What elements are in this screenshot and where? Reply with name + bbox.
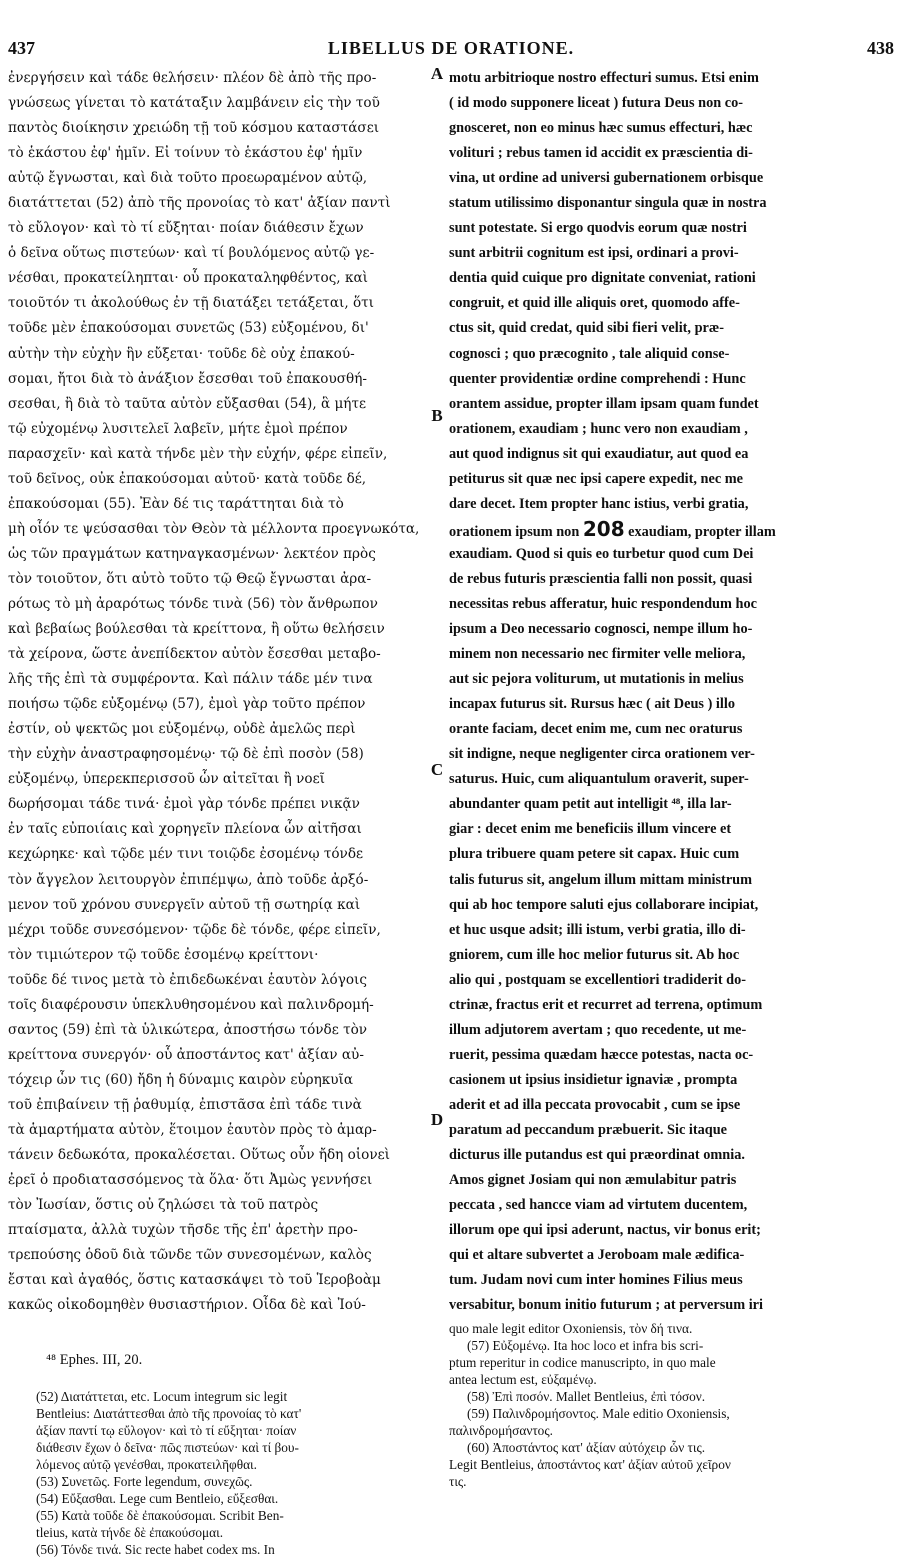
- footnotes-right: [449, 1320, 896, 1490]
- latin-text-line: sit indigne, neque negligenter circa orationem ver-: [449, 746, 755, 763]
- greek-text-line: διατάττεται (52) ἀπὸ τῆς προνοίας τὸ κατ' ἀξίαν παντὶ: [8, 195, 391, 212]
- footnote-line: (59) Παλινδρομήσοντος. Male editio Oxoniensis,: [467, 1406, 730, 1421]
- latin-text-line: orantem assidue, propter illam ipsam quam fundet: [449, 395, 759, 412]
- latin-text-line: casionem ut ipsius insidietur ignaviæ , prompta: [449, 1071, 738, 1088]
- greek-text-line: τὴν εὐχὴν ἀναστραφησομένῳ· τῷ δὲ ἐπὶ ποσὸν (58): [8, 746, 364, 763]
- greek-text-line: κακῶς οἰκοδομηθὲν θυσιαστήριον. Οἶδα δὲ καὶ Ἰού-: [8, 1297, 366, 1314]
- latin-text-line: sunt arbitrii cognitum est ipsi, ordinari a provi-: [449, 245, 739, 262]
- footnote-line: tleius, κατὰ τήνδε δὲ ἐπακούσομαι.: [36, 1525, 224, 1540]
- greek-text-line: τοῦ δεῖνος, οὐκ ἐπακούσομαι αὐτοῦ· κατὰ τοῦδε δέ,: [8, 470, 367, 487]
- latin-text-line: illorum ope qui ipsi aderunt, nactus, vir bonus erit;: [449, 1222, 761, 1239]
- margin-letter-d: D: [430, 1110, 444, 1129]
- greek-text-line: αὐτὴν τὴν εὐχὴν ἣν εὔξεται· τοῦδε δὲ οὐχ ἐπακού-: [8, 345, 355, 362]
- footnote-line: παλινδρομήσαντος.: [449, 1423, 553, 1438]
- latin-text-line: exaudiam. Quod si quis eo turbetur quod cum Dei: [449, 545, 754, 562]
- latin-text-line: ctrinæ, fractus erit et recurret ad terrena, optimum: [449, 996, 763, 1013]
- footnote-line: διάθεσιν ἔχων ὁ δεῖνα· πῶς πιστεύων· καὶ τί βου-: [36, 1440, 299, 1455]
- latin-text-line: saturus. Huic, cum aliquantulum oraverit, super-: [449, 771, 749, 788]
- latin-text-line: motu arbitrioque nostro effecturi sumus. Etsi enim: [449, 70, 759, 86]
- latin-text-line: gnosceret, non eo minus hæc sumus effecturi, hæc: [449, 120, 753, 137]
- greek-text-line: ἐνεργήσειν καὶ τάδε θελήσειν· πλέον δὲ ἀπὸ τῆς προ-: [8, 70, 377, 86]
- greek-text-line: ἐστίν, οὐ ψεκτῶς μοι εὐξομένῳ, οὐδὲ ἀμελῶς περὶ: [8, 721, 356, 738]
- latin-text-line: plura tribuere quam petere sit capax. Huic cum: [449, 846, 740, 863]
- greek-text-line: τοῦδε δέ τινος μετὰ τὸ ἐπιδεδωκέναι ἑαυτὸν λόγοις: [8, 971, 367, 988]
- latin-text-line: dicturus ille putandus est qui præordinat omnia.: [449, 1147, 745, 1164]
- latin-text-line: incapax futurus sit. Rursus hæc ( ait Deus ) illo: [449, 696, 735, 713]
- latin-text-line: orationem ipsum non 208 exaudiam, propter illam: [449, 516, 776, 541]
- latin-text-line: abundanter quam petit aut intelligit ⁴⁸, illa lar-: [449, 796, 732, 813]
- greek-text-line: παντὸς διοίκησιν χρειώδη τῇ τοῦ κόσμου καταστάσει: [8, 120, 380, 137]
- greek-text-line: τὸν τοιοῦτον, ὅτι αὐτὸ τοῦτο τῷ Θεῷ ἔγνωσται ἀρα-: [8, 570, 372, 587]
- greek-text-line: γνώσεως γίνεται τὸ κατάταξιν λαμβάνειν εἰς τὴν τοῦ: [8, 95, 380, 112]
- greek-text-line: τάνειν δεδωκότα, προκαλέσεται. Οὕτως οὖν ἤδη οἱονεὶ: [8, 1147, 390, 1164]
- footnote-line: (52) Διατάττεται, etc. Locum integrum sic legit: [36, 1389, 288, 1404]
- greek-text-line: τοῖς διαφέρουσιν ὑπεκλυθησομένου καὶ παλινδρομή-: [8, 996, 374, 1013]
- latin-text-line: volituri ; rebus tamen id accidit ex præscientia di-: [449, 145, 753, 162]
- greek-text-line: τοιοῦτόν τι ἀκολούθως ἐν τῇ διατάξει τετάξεται, ὅτι: [8, 295, 375, 312]
- latin-text-line: giar : decet enim me beneficiis illum vincere et: [449, 821, 732, 838]
- latin-text-line: aut quod indignus sit qui exaudiatur, aut quod ea: [449, 445, 749, 462]
- greek-text-line: ἔσται καὶ ἀγαθός, ὅστις κατασκάψει τὸ τοῦ Ἱεροβοὰμ: [8, 1272, 381, 1289]
- latin-text-line: versabitur, bonum initio futurum ; at perversum iri: [449, 1297, 764, 1314]
- greek-text-line: σομαι, ἤτοι διὰ τὸ ἀνάξιον ἔσεσθαι τοῦ ἐπακουσθή-: [8, 370, 367, 387]
- latin-text-line: qui ab hoc tempore saluti ejus collaborare incipiat,: [449, 896, 759, 913]
- greek-text-line: ἐν ταῖς εὐποιίαις καὶ χορηγεῖν πλείονα ὧν αἰτῆσαι: [8, 821, 362, 838]
- latin-text-line: peccata , sed hancce viam ad virtutem ducentem,: [449, 1197, 748, 1214]
- greek-text-line: ρότως τὸ μὴ ἀραρότως τόνδε τινὰ (56) τὸν ἄνθρωπον: [8, 595, 378, 612]
- latin-text-line: cognosci ; quo præcognito , tale aliquid conse-: [449, 345, 730, 362]
- greek-text-line: νέσθαι, προκατείληπται· οὗ προκαταληφθέντος, καὶ: [8, 270, 368, 287]
- latin-column: [449, 66, 896, 1318]
- scripture-footnote: ⁴⁸ Ephes. III, 20.: [46, 1352, 143, 1368]
- greek-text-line: ἐρεῖ ὁ προδιατασσόμενος τὰ ὅλα· ὅτι Ἀμὼς γεννήσει: [8, 1172, 373, 1189]
- greek-text-line: δωρήσομαι τάδε τινά· ἐμοὶ γὰρ τόνδε πρέπει νικᾷν: [8, 796, 360, 813]
- greek-text-line: τὸν ἄγγελον λειτουργὸν ἐπιπέμψω, ἀπὸ τοῦδε ἀρξό-: [8, 871, 369, 888]
- latin-text-line: de rebus futuris præscientia falli non possit, quasi: [449, 570, 753, 587]
- greek-text-line: ποιήσω τῷδε εὐξομένῳ (57), ἐμοὶ γὰρ τοῦτο πρέπον: [8, 696, 366, 713]
- latin-text-line: alio qui , postquam se excellentiori tradiderit do-: [449, 971, 747, 988]
- running-title: LIBELLUS DE ORATIONE.: [327, 38, 575, 58]
- greek-text-line: μενον τοῦ χρόνου συνεργεῖν αὐτοῦ τῇ σωτηρίᾳ καὶ: [8, 896, 361, 913]
- greek-text-line: τὸ ἑκάστου ἐφ' ἡμῖν. Εἰ τοίνυν τὸ ἑκάστου ἐφ' ἡμῖν: [8, 145, 363, 162]
- footnote-line: Legit Bentleius, ἀποστάντος κατ' ἀξίαν αὐτοῦ χεῖρον: [449, 1457, 731, 1472]
- footnote-line: antea lectum est, εὐξαμένῳ.: [449, 1372, 597, 1387]
- latin-text-line: minem non necessario nec firmiter velle meliora,: [449, 646, 746, 663]
- greek-text-line: ὁ δεῖνα οὕτως πιστεύων· καὶ τί βουλόμενος αὐτῷ γε-: [8, 245, 375, 262]
- latin-text-line: quenter providentiæ ordine comprehendi : Hunc: [449, 370, 746, 387]
- latin-text-line: ruerit, pessima quædam hæcce potestas, nacta oc-: [449, 1046, 754, 1063]
- greek-text-line: σεσθαι, ἢ διὰ τὸ ταῦτα αὐτὸν εὔξασθαι (54), ἃ μήτε: [8, 395, 367, 412]
- latin-text-line: tum. Judam novi cum inter homines Filius meus: [449, 1272, 743, 1289]
- greek-text-line: τοῦ ἐπιβαίνειν τῇ ῥαθυμίᾳ, ἐπιστᾶσα ἐπὶ τάδε τινὰ: [8, 1096, 362, 1113]
- latin-text-line: talis futurus sit, angelum illum mittam ministrum: [449, 871, 753, 888]
- footnote-line: (57) Εὐξομένῳ. Ita hoc loco et infra bis scri-: [467, 1338, 704, 1353]
- left-page-number: 437: [8, 38, 35, 58]
- latin-text-line: petiturus sit quæ nec ipsi capere expedit, nec me: [449, 470, 743, 487]
- greek-text-line: τοῦδε μὲν ἐπακούσομαι συνετῶς (53) εὐξομένου, δι': [8, 320, 369, 337]
- greek-text-line: τόχειρ ὧν τις (60) ἤδη ἡ δύναμις καιρὸν εὑρηκυῖα: [8, 1071, 354, 1088]
- footnote-line: (56) Τόνδε τινά. Sic recte habet codex ms. In: [36, 1542, 275, 1557]
- latin-text-line: orationem, exaudiam ; hunc vero non exaudiam ,: [449, 420, 748, 437]
- greek-text-line: πταίσματα, ἀλλὰ τυχὼν τῆσδε τῆς ἐπ' ἀρετὴν προ-: [8, 1222, 358, 1239]
- latin-text-line: dentia quid cuique pro dignitate conveniat, rationi: [449, 270, 756, 287]
- footnote-line: τις.: [449, 1474, 467, 1489]
- latin-text-line: illum adjutorem avertam ; quo recedente, ut me-: [449, 1021, 747, 1038]
- latin-text-line: aderit et ad illa peccata provocabit , cum se ipse: [449, 1096, 741, 1113]
- latin-text-line: et huc usque adsit; illi istum, verbi gratia, illo di-: [449, 921, 746, 938]
- footnote-line: (54) Εὔξασθαι. Lege cum Bentleio, εὔξεσθαι.: [36, 1491, 279, 1506]
- latin-text-line: vina, ut ordine ad universi gubernationem orbisque: [449, 170, 764, 187]
- latin-text-line: statum utilissimo disponantur singula quæ in nostra: [449, 195, 767, 212]
- greek-text-line: κρείττονα συνεργόν· οὗ ἀποστάντος κατ' ἀξίαν αὐ-: [8, 1046, 364, 1063]
- greek-text-line: τὸ εὔλογον· καὶ τὸ τί εὔξηται· ποίαν διάθεσιν ἔχων: [8, 220, 364, 237]
- footnote-line: λόμενος αὐτῷ γενέσθαι, προκατειλῆφθαι.: [36, 1457, 257, 1472]
- greek-text-line: τὰ χείρονα, ὥστε ἀνεπίδεκτον αὐτὸν ἔσεσθαι μεταβο-: [8, 646, 381, 663]
- latin-text-line: sunt potestate. Si ergo quodvis eorum quæ nostri: [449, 220, 747, 237]
- greek-text-line: σαντος (59) ἐπὶ τὰ ὑλικώτερα, ἀποστήσω τόνδε τὸν: [8, 1021, 368, 1038]
- latin-text-line: aut sic pejora voliturum, ut mutationis in melius: [449, 671, 744, 688]
- greek-text-line: αὐτῷ ἔγνωσται, καὶ διὰ τοῦτο προεωραμένον αὐτῷ,: [8, 170, 368, 187]
- latin-text-line: ipsum a Deo necessario cognosci, nempe illum ho-: [449, 621, 753, 638]
- greek-text-line: τρεπούσης ὁδοῦ διὰ τῶνδε τῶν συνεσομένων, καλὸς: [8, 1247, 372, 1264]
- latin-text-line: gniorem, cum ille hoc melior futurus sit. Ab hoc: [449, 946, 740, 963]
- right-page-number: 438: [867, 38, 894, 58]
- footnote-line: (53) Συνετῶς. Forte legendum, συνεχῶς.: [36, 1474, 253, 1489]
- greek-text-line: τὰ ἁμαρτήματα αὐτὸν, ἕτοιμον ἑαυτὸν πρὸς τὸ ἁμαρ-: [8, 1121, 377, 1138]
- latin-text-line: qui et altare subvertet a Jeroboam male ædifica-: [449, 1247, 745, 1264]
- migne-column-number: 208: [582, 516, 625, 541]
- footnote-line: ptum reperitur in codice manuscripto, in quo male: [449, 1355, 716, 1370]
- greek-column: [8, 66, 426, 1318]
- greek-text-line: μέχρι τοῦδε συνεσόμενον· τῷδε δὲ τόνδε, φέρε εἰπεῖν,: [8, 921, 381, 938]
- greek-text-line: τὸν τιμιώτερον τῷ τοῦδε ἐσομένῳ κρείττονι·: [8, 946, 319, 963]
- greek-text-line: λῆς τῆς ἐπὶ τὰ συμφέροντα. Καὶ πάλιν τάδε μέν τινα: [8, 671, 373, 688]
- latin-text-line: ctus sit, quid credat, quid sibi fieri velit, præ-: [449, 320, 724, 337]
- greek-text-line: τῷ εὐχομένῳ λυσιτελεῖ λαβεῖν, μήτε ἐμοὶ πρέπον: [8, 420, 348, 437]
- footnote-line: quo male legit editor Oxoniensis, τὸν δή τινα.: [449, 1321, 693, 1336]
- footnote-line: (55) Κατὰ τοῦδε δὲ ἐπακούσομαι. Scribit Ben-: [36, 1508, 284, 1523]
- footnotes-left: [36, 1388, 426, 1558]
- greek-text-line: τὸν Ἰωσίαν, ὅστις οὐ ζηλώσει τὰ τοῦ πατρὸς: [8, 1197, 319, 1214]
- latin-text-line: dare decet. Item propter hanc istius, verbi gratia,: [449, 495, 749, 512]
- margin-letter-c: C: [430, 760, 444, 779]
- footnote-line: Bentleius: Διατάττεσθαι ἀπὸ τῆς προνοίας τὸ κατ': [36, 1406, 302, 1421]
- greek-text-line: καὶ βεβαίως βούλεσθαι τὰ κρείττονα, ἢ οὕτω θελήσειν: [8, 621, 385, 638]
- footnote-line: ἀξίαν παντί τῳ εὔλογον· καὶ τὸ τί εὔξηται· ποίαν: [36, 1423, 297, 1438]
- greek-text-line: ὡς τῶν πραγμάτων κατηναγκασμένων· λεκτέον πρὸς: [8, 545, 376, 562]
- page-header: [8, 38, 894, 64]
- footnote-line: (58) Ἐπὶ ποσόν. Mallet Bentleius, ἐπὶ τόσον.: [467, 1389, 706, 1404]
- latin-text-line: orante faciam, decet enim me, cum nec oraturus: [449, 721, 743, 738]
- greek-text-line: μὴ οἷόν τε ψεύσασθαι τὸν Θεὸν τὰ μέλλοντα προεγνωκότα,: [8, 520, 420, 537]
- greek-text-line: ἐπακούσομαι (55). Ἐὰν δέ τις ταράττηται διὰ τὸ: [8, 495, 344, 512]
- margin-letter-b: B: [431, 406, 443, 425]
- latin-text-line: Amos gignet Josiam qui non æmulabitur patris: [449, 1172, 737, 1189]
- margin-letter-a: A: [430, 64, 444, 83]
- greek-text-line: εὐξομένῳ, ὑπερεκπερισσοῦ ὧν αἰτεῖται ἢ νοεῖ: [8, 771, 325, 788]
- latin-text-line: ( id modo supponere liceat ) futura Deus non co-: [449, 95, 744, 112]
- greek-text-line: κεχώρηκε· καὶ τῷδε μέν τινι τοιῷδε ἐσομένῳ τόνδε: [8, 846, 364, 863]
- latin-text-line: necessitas rebus afferatur, huic respondendum hoc: [449, 595, 757, 612]
- greek-text-line: παρασχεῖν· καὶ κατὰ τήνδε μὲν τὴν εὐχήν, φέρε εἰπεῖν,: [8, 445, 388, 462]
- latin-text-line: congruit, et quid ille aliquis oret, quomodo affe-: [449, 295, 740, 312]
- latin-text-line: paratum ad peccandum præbuerit. Sic itaque: [449, 1121, 728, 1138]
- footnote-line: (60) Ἀποστάντος κατ' ἀξίαν αὐτόχειρ ὧν τις.: [467, 1440, 706, 1455]
